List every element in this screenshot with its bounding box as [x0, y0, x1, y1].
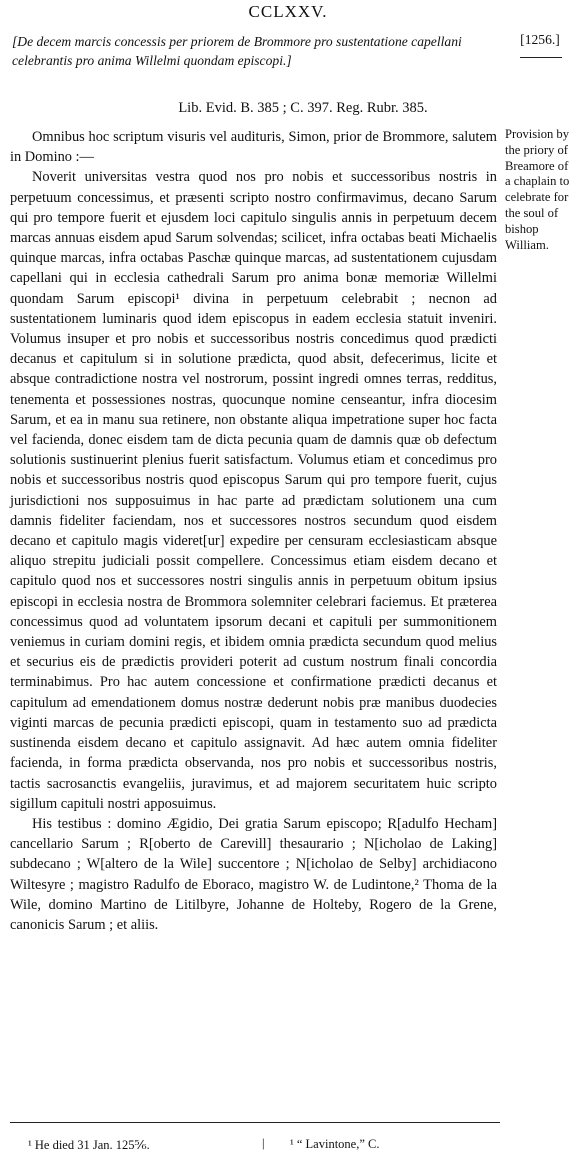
footnote-2: ¹ “ Lavintone,” C.: [290, 1137, 380, 1151]
date-underline: [520, 57, 562, 58]
margin-note: Provision by the priory of Breamore of a chaplain to celebrate for the soul of bishop William.: [505, 127, 570, 252]
charter-date: [1256.]: [520, 32, 560, 47]
footnote-rule: [10, 1122, 500, 1123]
main-paragraph: Noverit universitas vestra quod nos pro nobis et successoribus nostris in perpetuum concessimus, et præsenti scripto nostro confirmavimus, decano Sarum qui pro tempore fuerit et ejusdem loci capitulo singulis annis in perpetuum decem marcas annuas eisdem apud Sarum solvendas; scilicet, infra octabas beati Michaelis quinque marcas, infra octabas Paschæ quinque marcas, ad sustentationem cujusdam capellani qui in ecclesia cathedrali Sarum pro anima bonæ memoriæ Willelmi quondam Sarum episcopi¹ divina in perpetuum celebrabit ; necnon ad sustentationem luminaris quod idem episcopus in eadem ecclesia statuit inveniri. Volumus insuper et pro nobis et successoribus nostris concedimus quod prædicti decanus et capitulum si in solutione prædicta, quod absit, defecerimus, licite et absque contradictione nostra vel nostrorum, possint ingredi omnes terras, redditus, tenementa et possessiones nostras, quocunque nomine censeantur, infra diocesim Sarum, et ea in manu sua retinere, non obstante aliqua impetratione super hoc facta vel facienda, donec eisdem tam de dicta pecunia quam de damnis quæ ob defectum solutionis sustinuerint plenius fuerit satisfactum. Volumus etiam et concedimus pro nobis et successoribus nostris quod episcopus Sarum qui pro tempore fuerit, cujus jurisdictioni nos supposuimus in hac parte ad prædictam solutionem una cum damnis fideliter faciendam, nos et successores nostros secundum quod eisdem decano et capitulo magis videret[ur] expedire per censuram ecclesiasticam absque aliquo strepitu judiciali possit compellere. Concessimus etiam eisdem decano et capitulo quod nos et successores nostri singulis annis in perpetuum obitum ipsius episcopi in ecclesia nostra de Brommora solemniter celebrari faciemus. Et præterea concessimus quod ad voluntatem ipsorum decani et capituli per summonitionem veniemus in curiam domini regis, et ibidem omnia prædicta secundum quod melius et securius eis de prædictis provideri poterit ad custum nostrum finali concordia terminabimus. Pro hac autem concessione et confirmatione prædicti decanus et capitulum ad emendationem domus nostræ dederunt nobis præ manibus duodecies viginti marcas de pecunia prædicti episcopi, quam in testamento suo ad prædicta sustinenda eisdem decano et capitulo assignavit. Ad hæc autem omnia fideliter facienda, in forma prædicta observanda, nos pro nobis et successoribus nostris, tactis sacrosanctis evangeliis, juravimus, et ad majorem securitatem huic scripto sigillum capituli nostri apposuimus.: [10, 169, 497, 812]
footnote-separator: |: [262, 1136, 265, 1150]
source-references: Lib. Evid. B. 385 ; C. 397. Reg. Rubr. 385.: [178, 100, 428, 116]
charter-number: CCLXXV.: [248, 2, 328, 21]
charter-rubric: [De decem marcis concessis per priorem de Brommore pro sustentatione capellani celebrantis pro anima Willelmi quondam episcopi.]: [12, 34, 462, 68]
charter-body: [10, 127, 497, 935]
footnote-1: ¹ He died 31 Jan. 125⅚.: [28, 1138, 150, 1152]
salutation-paragraph: Omnibus hoc scriptum visuris vel audituris, Simon, prior de Brommore, salutem in Domino :—: [10, 129, 497, 166]
witnesses-paragraph: His testibus : domino Ægidio, Dei gratia Sarum episcopo; R[adulfo Hecham] cancellario Sarum ; R[oberto de Carevill] thesaurario ; N[icholao de Laking] subdecano ; W[altero de la Wile] succentore ; N[icholao de Selby] archidiacono Wiltesyre ; magistro Radulfo de Eboraco, magistro W. de Ludintone,² Thoma de la Wile, domino Martino de Litilbyre, Johanne de Holteby, Rogero de la Grene, canonicis Sarum ; et aliis.: [10, 815, 497, 933]
